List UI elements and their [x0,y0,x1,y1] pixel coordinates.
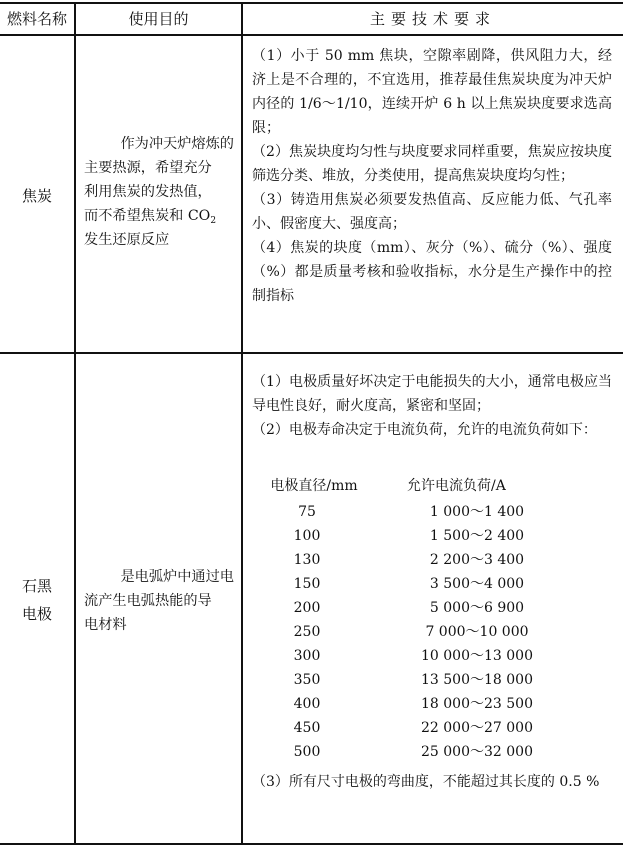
load-table-header [252,474,612,498]
table-row [252,620,612,644]
allowed-current-load: 2 200～3 400 [429,552,525,568]
table-row [252,644,612,668]
requirement-item: （1）小于 50 mm 焦块，空隙率剧降，供风阻力大，经济上是不合理的，不宜选用，推荐最佳焦炭块度为冲天炉内径的 1/6～1/10，连续开炉 6 h 以上焦炭块度要求选高限； [252,48,612,136]
table-row [252,596,612,620]
electrode-diameter: 200 [293,600,321,616]
header-bottom-rule [0,34,623,36]
purpose-electrode-line: 电材料 [84,617,127,633]
electrode-diameter: 400 [293,696,321,712]
column-divider-2 [241,2,243,845]
requirement-item: （2）电极寿命决定于电流负荷，允许的电流负荷如下： [252,422,597,438]
purpose-electrode-line: 流产生电弧热能的导 [84,593,212,609]
purpose-coke-line: 利用焦炭的发热值， [84,184,212,200]
allowed-current-load: 5 000～6 900 [429,600,525,616]
purpose-coke-line: 作为冲天炉熔炼的 [120,136,234,152]
electrode-diameter: 450 [293,720,321,736]
header-requirements: 主要技术要求 [369,10,496,28]
allowed-current-load: 18 000～23 500 [421,696,533,712]
table-row [252,572,612,596]
purpose-electrode-line: 是电弧炉中通过电 [120,569,234,585]
requirement-item: （4）焦炭的块度（mm）、灰分（%）、硫分（%）、强度（%）都是质量考核和验收指标，水分是生产操作中的控制指标 [252,240,612,304]
electrode-diameter: 150 [293,576,321,592]
fuel-name-line: 电极 [21,605,52,623]
requirements-graphite-electrode [252,370,612,442]
fuel-name-line: 石黑 [21,577,52,595]
load-table-head-diameter: 电极直径/mm [270,478,358,494]
current-load-table [252,474,612,774]
electrode-diameter: 250 [293,624,321,640]
allowed-current-load: 3 500～4 000 [429,576,525,592]
requirements-coke [252,44,612,308]
column-divider-1 [74,2,76,845]
allowed-current-load: 13 500～18 000 [421,672,533,688]
allowed-current-load: 25 000～32 000 [421,744,533,760]
load-table-head-load: 允许电流负荷/A [407,478,506,494]
electrode-diameter: 75 [298,504,316,520]
allowed-current-load: 1 000～1 400 [429,504,525,520]
requirement-item: （3）所有尺寸电极的弯曲度，不能超过其长度的 0.5 % [252,774,600,790]
electrode-diameter: 100 [293,528,321,544]
requirement-item: （2）焦炭块度均匀性与块度要求同样重要，焦炭应按块度筛选分类、堆放，分类使用，提高焦炭块度均匀性； [252,144,612,184]
purpose-coke-line: 主要热源，希望充分 [84,160,212,176]
table-row [252,740,612,764]
electrode-diameter: 300 [293,648,321,664]
electrode-diameter: 350 [293,672,321,688]
purpose-coke [84,132,234,252]
table-row [252,500,612,524]
requirement-item: （1）电极质量好坏决定于电能损失的大小，通常电极应当导电性良好，耐火度高，紧密和坚固； [252,374,612,414]
fuel-name-graphite-electrode [0,572,74,628]
table-row [252,524,612,548]
requirements-graphite-electrode-bending [252,770,612,794]
purpose-graphite-electrode [84,565,234,637]
requirement-item: （3）铸造用焦炭必须要发热值高、反应能力低、气孔率小、假密度大、强度高； [252,192,612,232]
row-divider-rule [0,352,623,354]
fuel-name-coke: 焦炭 [21,187,52,205]
purpose-coke-line: 发生还原反应 [84,232,170,248]
allowed-current-load: 22 000～27 000 [421,720,533,736]
co2-subscript: 2 [210,216,217,226]
header-purpose: 使用目的 [128,10,189,28]
allowed-current-load: 1 500～2 400 [429,528,525,544]
header-fuel-name: 燃料名称 [6,10,67,28]
allowed-current-load: 10 000～13 000 [421,648,533,664]
table-row [252,548,612,572]
purpose-coke-co-text: 而不希望焦炭和 CO [84,208,211,224]
table-row [252,668,612,692]
electrode-diameter: 130 [293,552,321,568]
table-row [252,692,612,716]
allowed-current-load: 7 000～10 000 [425,624,529,640]
purpose-coke-line [84,204,234,228]
table-bottom-rule [0,843,623,845]
table-row [252,716,612,740]
electrode-diameter: 500 [293,744,321,760]
